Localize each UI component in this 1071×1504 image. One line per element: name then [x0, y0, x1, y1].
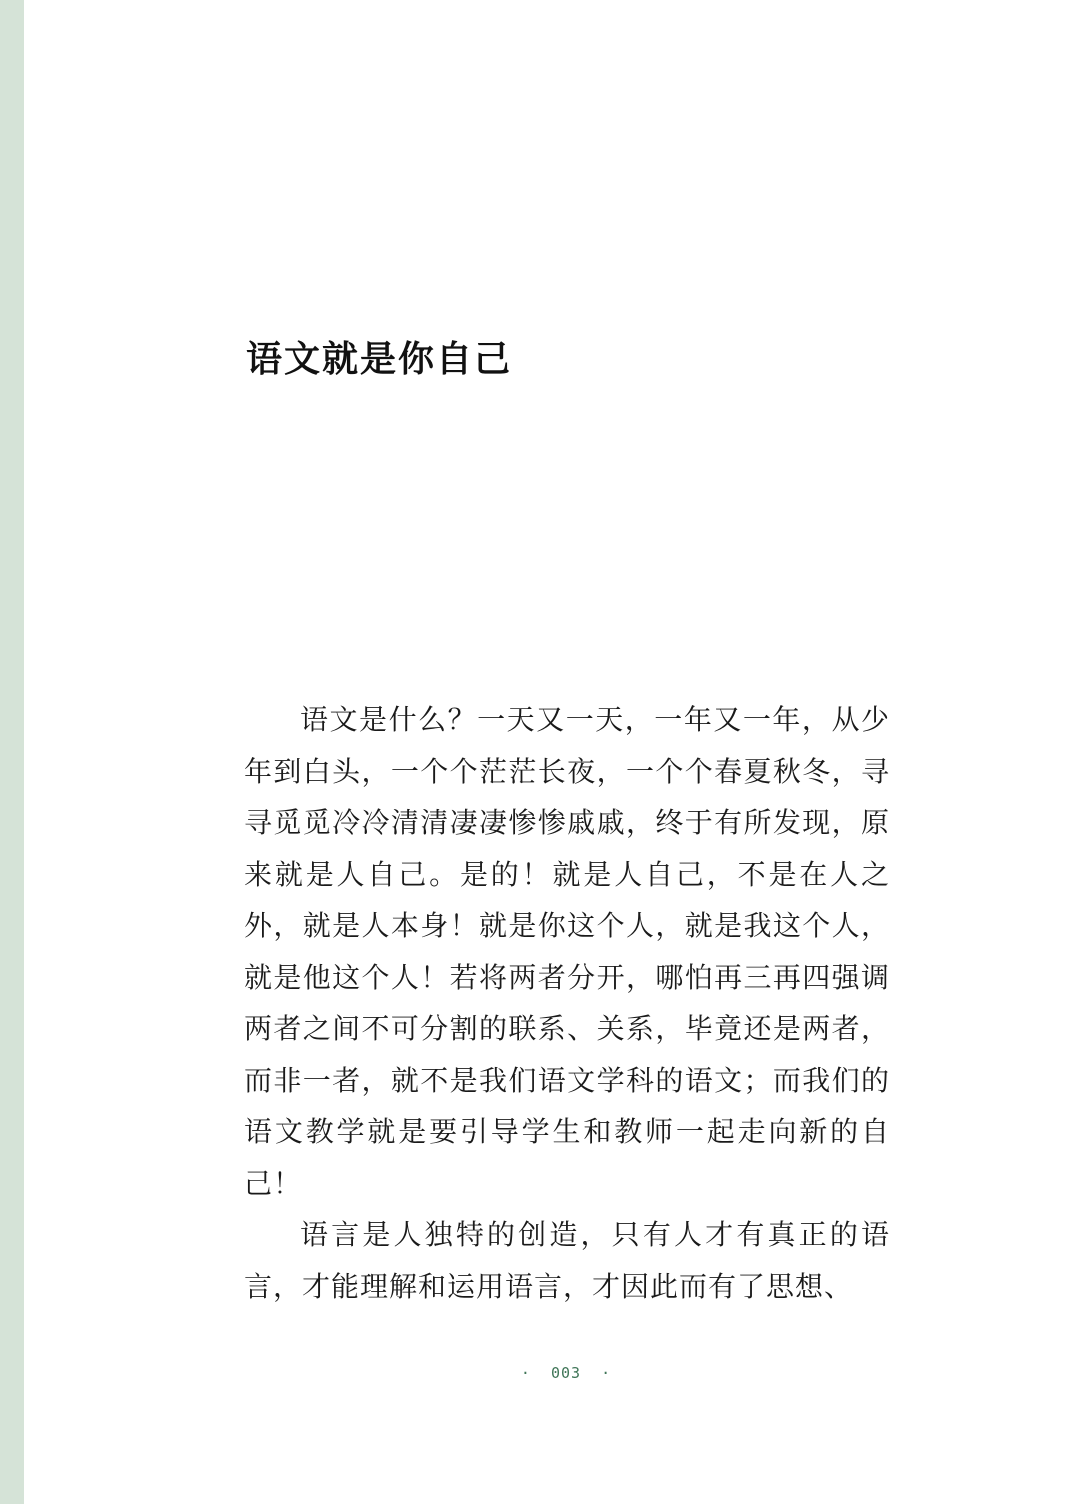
side-color-bar [0, 0, 24, 1504]
chapter-title: 语文就是你自己 [246, 338, 513, 380]
paragraph-2: 语言是人独特的创造，只有人才有真正的语言，才能理解和运用语言，才因此而有了思想、 [244, 1218, 890, 1303]
paragraph-1: 语文是什么？一天又一天，一年又一年，从少年到白头，一个个茫茫长夜，一个个春夏秋冬，寻寻觅觅冷冷清清凄凄惨惨戚戚，终于有所发现，原来就是人自己。是的！就是人自己，不是在人之外，就是人本身！就是你这个人，就是我这个人，就是他这个人！若将两者分开，哪怕再三再四强调两者之间不可分割的联系、关系，毕竟还是两者，而非一者，就不是我们语文学科的语文；而我们的语文教学就是要引导学生和教师一起走向新的自己！ [244, 703, 890, 1200]
body-text [244, 694, 890, 1312]
page-number: · 003 · [520, 1364, 612, 1382]
